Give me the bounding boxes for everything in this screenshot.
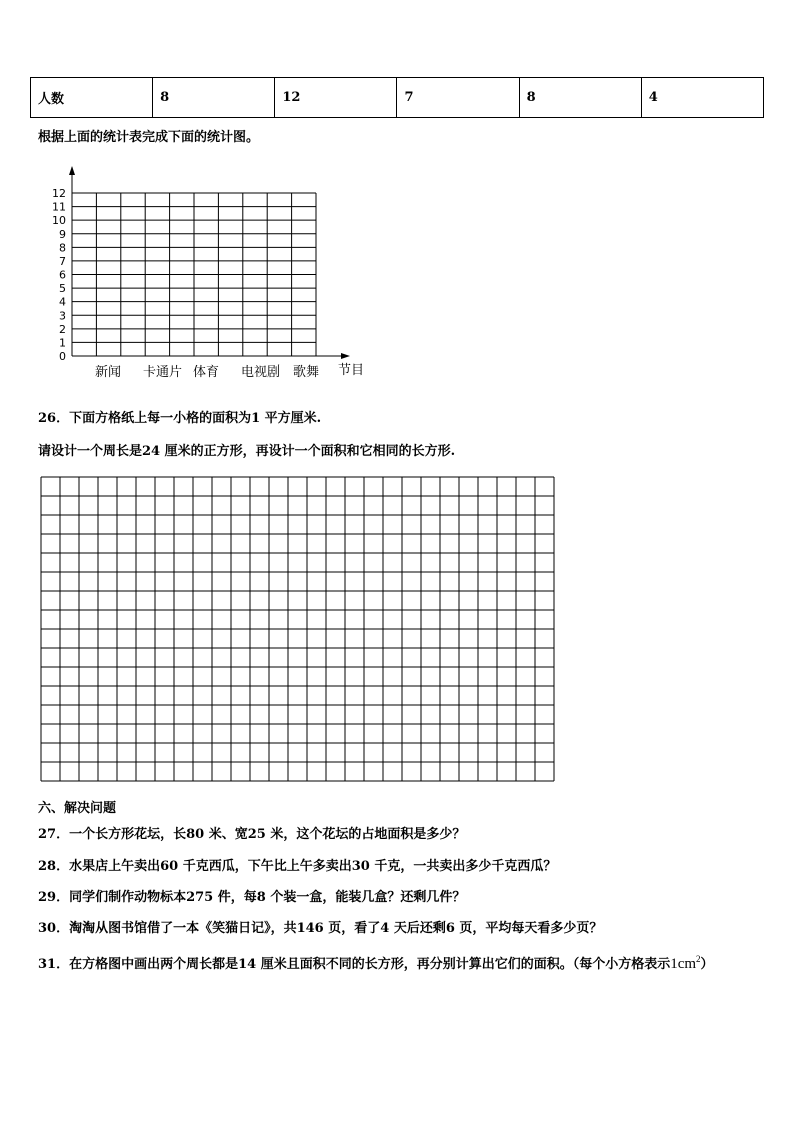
question-text: 下面方格纸上每一小格的面积为1 平方厘米. [69, 411, 322, 426]
question-number: 30． [38, 921, 70, 936]
x-category-label: 电视剧 [241, 365, 281, 380]
x-category-label: 歌舞 [293, 365, 320, 380]
table-row [31, 78, 764, 118]
y-tick-label: 5 [59, 282, 66, 296]
table-cell: 4 [641, 78, 763, 118]
x-axis-arrow [341, 353, 350, 359]
table-cell: 8 [153, 78, 275, 118]
chart-axes [69, 166, 350, 359]
grid-paper [40, 476, 556, 782]
y-tick-label: 6 [59, 268, 66, 282]
question-30 [38, 917, 602, 936]
y-tick-label: 4 [59, 295, 66, 309]
question-text: 在方格图中画出两个周长都是14 厘米且面积不同的长方形，再分别计算出它们的面积。（每个小方格表示 [69, 957, 671, 972]
y-tick-label: 8 [59, 241, 66, 255]
y-tick-label: 10 [52, 214, 66, 228]
question-26 [38, 407, 321, 426]
question-number: 29． [38, 890, 70, 905]
chart-x-axis-label: 节目 [338, 363, 365, 378]
question-29 [38, 886, 465, 905]
x-category-label: 体育 [193, 365, 220, 380]
stat-table [30, 77, 764, 118]
x-category-label: 卡通片 [143, 365, 183, 380]
bar-chart [40, 155, 370, 385]
unit-cm2: $1cm^2$ [670, 954, 701, 972]
table-cell: 7 [397, 78, 519, 118]
question-number: 27． [38, 827, 70, 842]
y-tick-label: 0 [59, 350, 66, 363]
question-31 [38, 953, 714, 973]
question-text: 淘淘从图书馆借了一本《笑猫日记》，共146 页，看了4 天后还剩6 页，平均每天看多少页？ [69, 921, 603, 936]
chart-instruction: 根据上面的统计表完成下面的统计图。 [38, 130, 260, 145]
y-axis-arrow [69, 166, 75, 175]
question-text: 一个长方形花坛，长80 米、宽25 米，这个花坛的占地面积是多少？ [69, 827, 466, 842]
grid-paper-lines [41, 477, 554, 781]
question-number: 26． [38, 411, 70, 426]
y-tick-label: 7 [59, 254, 66, 268]
question-text: 水果店上午卖出60 千克西瓜，下午比上午多卖出30 千克，一共卖出多少千克西瓜？ [69, 859, 557, 874]
chart-y-ticks [52, 187, 66, 363]
question-tail: ） [700, 957, 714, 972]
y-tick-label: 3 [59, 309, 66, 323]
y-tick-label: 1 [59, 336, 66, 350]
table-cell: 8 [519, 78, 641, 118]
question-26-subtext: 请设计一个周长是24 厘米的正方形，再设计一个面积和它相同的长方形. [38, 444, 456, 459]
chart-grid [72, 193, 316, 356]
table-cell: 人数 [31, 78, 153, 118]
table-cell: 12 [275, 78, 397, 118]
y-tick-label: 2 [59, 322, 66, 336]
question-28 [38, 855, 556, 874]
question-text: 同学们制作动物标本275 件，每8 个装一盒，能装几盒？还剩几件？ [69, 890, 466, 905]
question-number: 31． [38, 957, 70, 972]
question-number: 28． [38, 859, 70, 874]
y-tick-label: 11 [52, 200, 66, 214]
question-27 [38, 823, 465, 842]
section-title: 六、解决问题 [38, 801, 117, 816]
chart-x-categories [95, 364, 319, 380]
x-category-label: 新闻 [95, 365, 122, 380]
y-tick-label: 12 [52, 187, 66, 200]
y-tick-label: 9 [59, 227, 66, 241]
